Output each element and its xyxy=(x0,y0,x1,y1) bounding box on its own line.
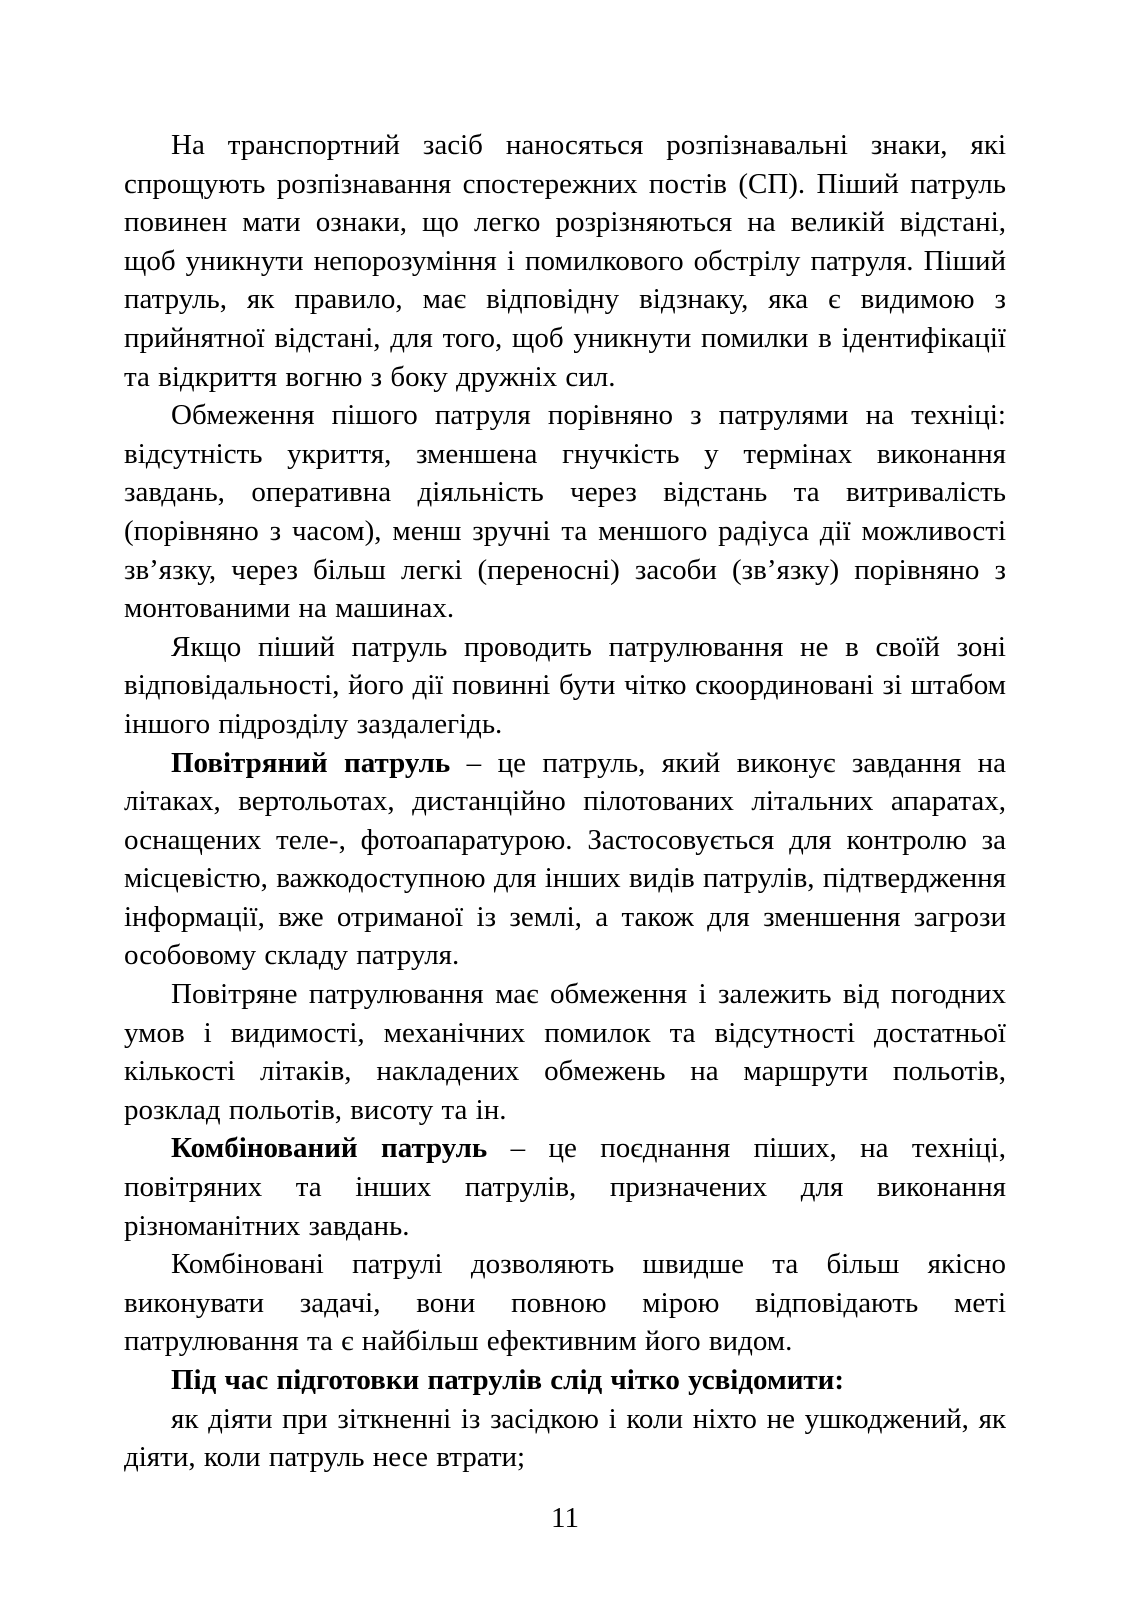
paragraph-run: – це патруль, який виконує завдання на літаках, вертольотах, дистанційно пілотованих літальних апаратах, оснащених теле-, фотоапаратурою. Застосовується для контролю за місцевістю, важкодоступною для інших видів патрулів, підтвердження інформації, вже отриманої із землі, а також для зменшення загрози особовому складу патруля. xyxy=(124,746,1006,972)
paragraph-run-bold: Повітряний патруль xyxy=(171,746,451,779)
paragraph xyxy=(124,1245,1006,1361)
paragraph-run: як діяти при зіткненні із засідкою і коли ніхто не ушкоджений, як діяти, коли патруль несе втрати; xyxy=(124,1402,1006,1474)
paragraph xyxy=(124,628,1006,744)
paragraph-run: На транспортний засіб наносяться розпізнавальні знаки, які спрощують розпізнавання спостережних постів (СП). Піший патруль повинен мати ознаки, що легко розрізняються на великій відстані, щоб уникнути непорозуміння і помилкового обстрілу патруля. Піший патруль, як правило, має відповідну відзнаку, яка є видимою з прийнятної відстані, для того, щоб уникнути помилки в ідентифікації та відкриття вогню з боку дружніх сил. xyxy=(124,129,1006,393)
paragraph xyxy=(124,396,1006,628)
paragraph xyxy=(124,1400,1006,1477)
paragraph-run-bold: Під час підготовки патрулів слід чітко усвідомити: xyxy=(171,1364,845,1396)
paragraph-run: Комбіновані патрулі дозволяють швидше та більш якісно виконувати задачі, вони повною мірою відповідають меті патрулювання та є найбільш ефективним його видом. xyxy=(124,1248,1006,1358)
paragraph-run: – це поєднання піших, на техніці, повітряних та інших патрулів, призначених для виконання різноманітних завдань. xyxy=(124,1132,1006,1242)
paragraph-run: Повітряне патрулювання має обмеження і залежить від погодних умов і видимості, механічних помилок та відсутності достатньої кількості літаків, накладених обмежень на маршрути польотів, розклад польотів, висоту та ін. xyxy=(124,978,1006,1126)
page-number: 11 xyxy=(551,1501,579,1534)
paragraph-run-bold: Комбінований патруль xyxy=(171,1132,488,1165)
paragraph-run: Якщо піший патруль проводить патрулювання не в своїй зоні відповідальності, його дії повинні бути чітко скоординовані зі штабом іншого підрозділу заздалегідь. xyxy=(124,630,1006,740)
paragraph xyxy=(124,975,1006,1129)
paragraph xyxy=(124,1129,1006,1245)
paragraph xyxy=(124,1361,1006,1400)
paragraph xyxy=(124,126,1006,396)
paragraph-run: Обмеження пішого патруля порівняно з патрулями на техніці: відсутність укриття, зменшена гнучкість у термінах виконання завдань, оперативна діяльність через відстань та витривалість (порівняно з часом), менш зручні та меншого радіуса дії можливості зв’язку, через більш легкі (переносні) засоби (зв’язку) порівняно з монтованими на машинах. xyxy=(124,399,1006,625)
paragraph xyxy=(124,744,1006,976)
